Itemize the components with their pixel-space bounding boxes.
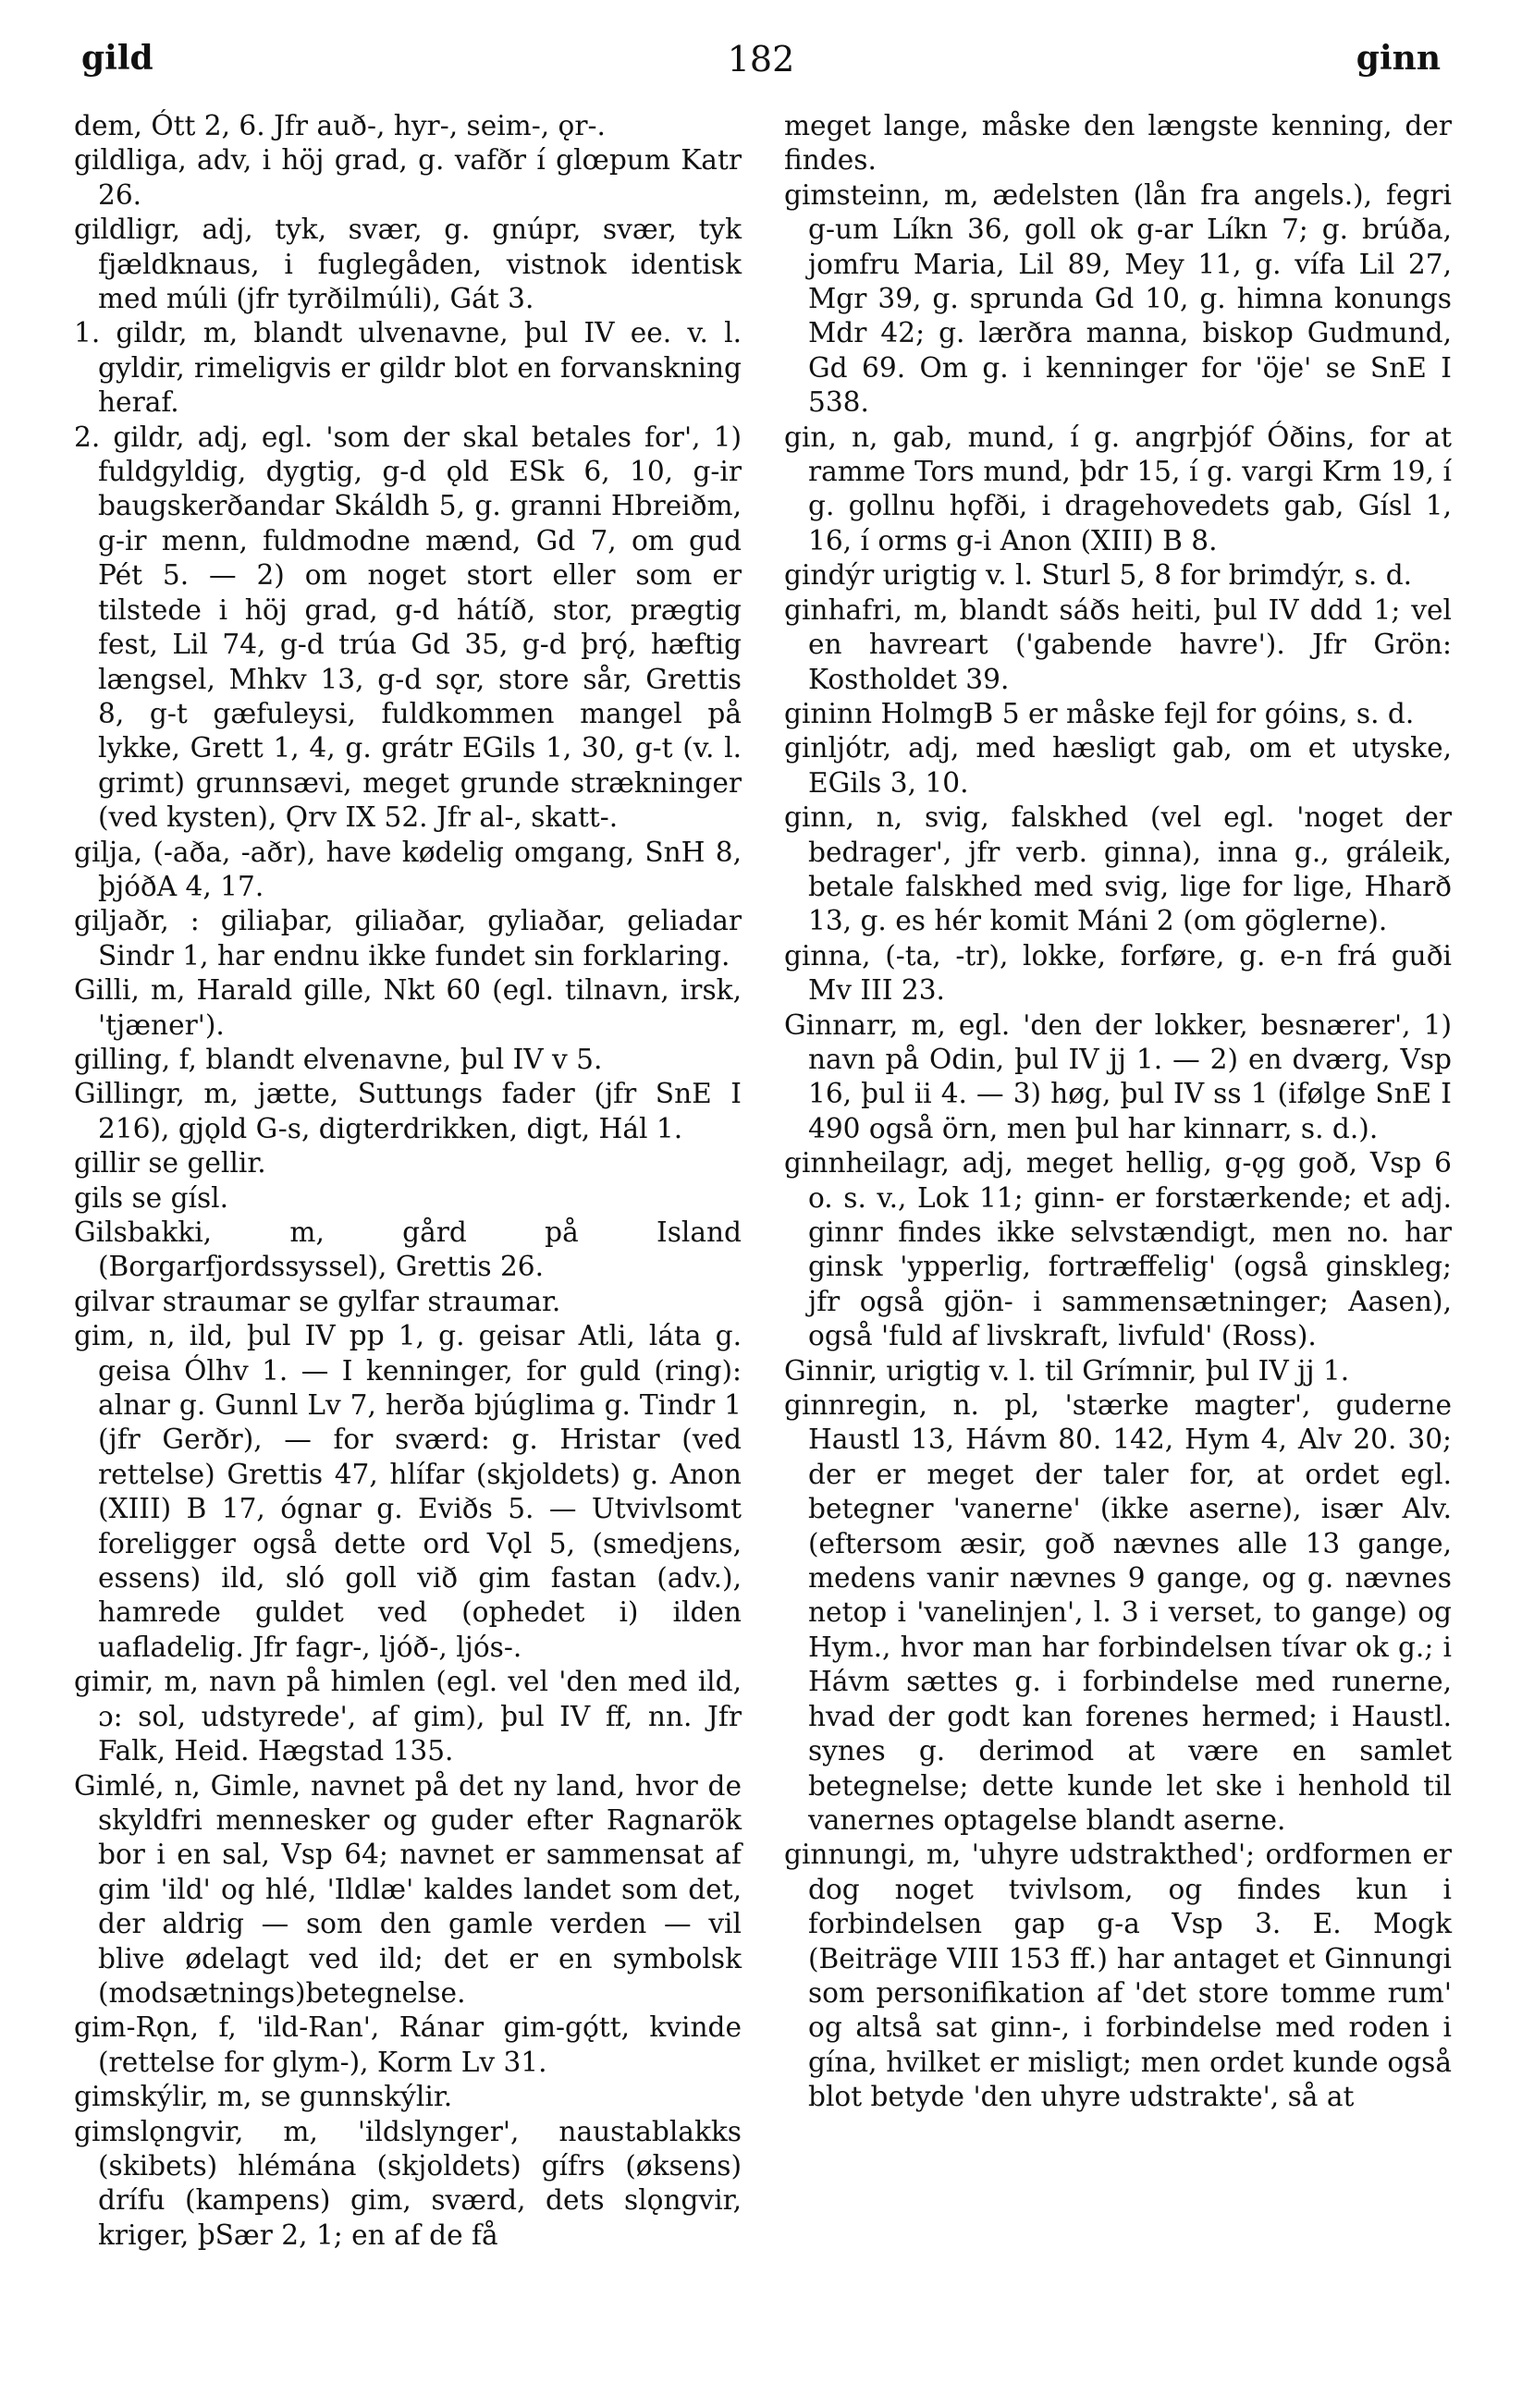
dictionary-entry: gimsteinn, m, ædelsten (lån fra angels.), fegri g-um Líkn 36, goll ok g-ar Líkn 7; g. brúða, jomfru Maria, Lil 89, Mey 11, g. vífa Lil 27, Mgr 39, g. sprunda Gd 10, g. himna konungs Mdr 42; g. lærðra manna, biskop Gudmund, Gd 69. Om g. i kenninger for 'öje' se SnE I 538. (784, 178, 1452, 419)
dictionary-entry: meget lange, måske den længste kenning, der findes. (784, 110, 1452, 177)
dictionary-entry: gilja, (-aða, -aðr), have kødelig omgang, SnH 8, þjóðA 4, 17. (74, 836, 742, 902)
right-column (784, 109, 1452, 2115)
dictionary-entry: gilling, f, blandt elvenavne, þul IV v 5. (74, 1043, 603, 1075)
header-left-guideword: gild (81, 39, 153, 78)
dictionary-entry: Gilsbakki, m, gård på Island (Borgarfjordssyssel), Grettis 26. (74, 1216, 742, 1283)
dictionary-entry: gildligr, adj, tyk, svær, g. gnúpr, svær, tyk fjældknaus, i fuglegåden, vistnok identisk med múli (jfr tyrðilmúli), Gát 3. (74, 214, 742, 315)
page-header (81, 39, 1441, 94)
dictionary-entry: Gilli, m, Harald gille, Nkt 60 (egl. tilnavn, irsk, 'tjæner'). (74, 974, 742, 1041)
header-right-guideword: ginn (1356, 39, 1441, 78)
dictionary-entry: gimir, m, navn på himlen (egl. vel 'den med ild, ɔ: sol, udstyrede', af gim), þul IV ff, nn. Jfr Falk, Heid. Hægstad 135. (74, 1666, 742, 1767)
dictionary-entry: dem, Ótt 2, 6. Jfr auð-, hyr-, seim-, ǫr-. (74, 110, 606, 141)
dictionary-entry: gimslǫngvir, m, 'ildslynger', naustablakks (skibets) hlémána (skjoldets) gífrs (øksens) drífu (kampens) gim, sværd, dets slǫngvir, kriger, þSær 2, 1; en af de få (74, 2115, 742, 2251)
left-column (74, 109, 742, 2253)
dictionary-entry: ginnregin, n. pl, 'stærke magter', guderne Haustl 13, Hávm 80. 142, Hym 4, Alv 20. 30; der er meget der taler for, at ordet egl. betegner 'vanerne' (ikke aserne), især Alv. (eftersom æsir, goð nævnes alle 13 gange, medens vanir nævnes 9 gange, og g. nævnes netop i 'vanelinjen', l. 3 i verset, to gange) og Hym., hvor man har forbindelsen tívar ok g.; i Hávm sættes g. i forbindelse med runerne, hvad der godt kan forenes hermed; i Haustl. synes g. derimod at være en samlet betegnelse; dette kunde let ske i henhold til vanernes optagelse blandt aserne. (784, 1389, 1452, 1836)
dictionary-entry: gillir se gellir. (74, 1147, 266, 1180)
dictionary-entry: gils se gísl. (74, 1181, 229, 1214)
dictionary-entry: 2. gildr, adj, egl. 'som der skal betales for', 1) fuldgyldig, dygtig, g-d ǫld ESk 6, 10, g-ir baugskerðandar Skáldh 5, g. granni Hbreiðm, g-ir menn, fuldmodne mænd, Gd 7, om gud Pét 5. — 2) om noget stort eller som er tilstede i höj grad, g-d hátíð, stor, prægtig fest, Lil 74, g-d trúa Gd 35, g-d þrǫ́, hæftig længsel, Mhkv 13, g-d sǫr, store sår, Grettis 8, g-t gæfuleysi, fuldkommen mangel på lykke, Grett 1, 4, g. grátr EGils 1, 30, g-t (v. l. grimt) grunnsævi, meget grunde strækninger (ved kysten), Ǫrv IX 52. Jfr al-, skatt-. (74, 421, 742, 834)
dictionary-entry: 1. gildr, m, blandt ulvenavne, þul IV ee. v. l. gyldir, rimeligvis er gildr blot en forvanskning heraf. (74, 317, 742, 419)
dictionary-entry: ginna, (-ta, -tr), lokke, forføre, g. e-n frá guði Mv III 23. (784, 939, 1452, 1007)
dictionary-entry: gilvar straumar se gylfar straumar. (74, 1285, 561, 1317)
dictionary-entry: ginn, n, svig, falskhed (vel egl. 'noget der bedrager', jfr verb. ginna), inna g., gráleik, betale falskhed med svig, lige for lige, Hharð 13, g. es hér komit Máni 2 (om göglerne). (784, 801, 1452, 937)
dictionary-entry: gim, n, ild, þul IV pp 1, g. geisar Atli, láta g. geisa Ólhv 1. — I kenninger, for guld (ring): alnar g. Gunnl Lv 7, herða bjúglima g. Tindr 1 (jfr Gerðr), — for sværd: g. Hristar (ved rettelse) Grettis 47, hlífar (skjoldets) g. Anon (XIII) B 17, ógnar g. Eviðs 5. — Utvivlsomt foreligger også dette ord Vǫl 5, (smedjens, essens) ild, sló goll við gim fastan (adv.), hamrede guldet ved (ophedet i) ilden uafladelig. Jfr fagr-, ljóð-, ljós-. (74, 1320, 742, 1663)
dictionary-entry: gin, n, gab, mund, í g. angrþjóf Óðins, for at ramme Tors mund, þdr 15, í g. vargi Krm 19, í g. gollnu hǫfði, i dragehovedets gab, Gísl 1, 16, í orms g-i Anon (XIII) B 8. (784, 421, 1452, 556)
dictionary-entry: ginhafri, m, blandt sáðs heiti, þul IV ddd 1; vel en havreart ('gabende havre'). Jfr Grön: Kostholdet 39. (784, 593, 1452, 695)
dictionary-entry: gildliga, adv, i höj grad, g. vafðr í glœpum Katr 26. (74, 144, 742, 211)
dictionary-entry: giljaðr, : giliaþar, giliaðar, gyliaðar, geliadar Sindr 1, har endnu ikke fundet sin forklaring. (74, 905, 742, 972)
dictionary-entry: Ginnarr, m, egl. 'den der lokker, besnærer', 1) navn på Odin, þul IV jj 1. — 2) en dværg, Vsp 16, þul ii 4. — 3) høg, þul IV ss 1 (ifølge SnE I 490 også örn, men þul har kinnarr, s. d.). (784, 1008, 1452, 1144)
dictionary-entry: Ginnir, urigtig v. l. til Grímnir, þul IV jj 1. (784, 1354, 1350, 1387)
page-number: 182 (727, 39, 795, 79)
dictionary-entry: ginnungi, m, 'uhyre udstrakthed'; ordformen er dog noget tvivlsom, og findes kun i forbindelsen gap g-a Vsp 3. E. Mogk (Beiträge VIII 153 ff.) har antaget et Ginnungi som personifikation af 'det store tomme rum' og altså sat ginn-, i forbindelse med roden i gína, hvilket er misligt; men ordet kunde også blot betyde 'den uhyre udstrakte', så at (784, 1839, 1452, 2113)
dictionary-entry: gindýr urigtig v. l. Sturl 5, 8 for brimdýr, s. d. (784, 559, 1413, 592)
dictionary-entry: Gillingr, m, jætte, Suttungs fader (jfr SnE I 216), gjǫld G-s, digterdrikken, digt, Hál 1. (74, 1078, 742, 1144)
dictionary-entry: ginnheilagr, adj, meget hellig, g-ǫg goð, Vsp 6 o. s. v., Lok 11; ginn- er forstærkende; et adj. ginnr findes ikke selvstændigt, men no. har ginsk 'ypperlig, fortræffelig' (også ginskleg; jfr også gjön- i sammensætninger; Aasen), også 'fuld af livskraft, livfuld' (Ross). (784, 1147, 1452, 1352)
dictionary-entry: Gimlé, n, Gimle, navnet på det ny land, hvor de skyldfri mennesker og guder efter Ragnarök bor i en sal, Vsp 64; navnet er sammensat af gim 'ild' og hlé, 'Ildlæ' kaldes landet som det, der aldrig — som den gamle verden — vil blive ødelagt ved ild; det er en symbolsk (modsætnings)betegnelse. (74, 1769, 742, 2009)
dictionary-entry: ginljótr, adj, med hæsligt gab, om et utyske, EGils 3, 10. (784, 732, 1452, 799)
dictionary-entry: gininn HolmgB 5 er måske fejl for góins, s. d. (784, 697, 1415, 729)
dictionary-entry: gimskýlir, m, se gunnskýlir. (74, 2081, 453, 2113)
dictionary-entry: gim-Rǫn, f, 'ild-Ran', Ránar gim-gǫ́tt, kvinde (rettelse for glym-), Korm Lv 31. (74, 2011, 742, 2078)
